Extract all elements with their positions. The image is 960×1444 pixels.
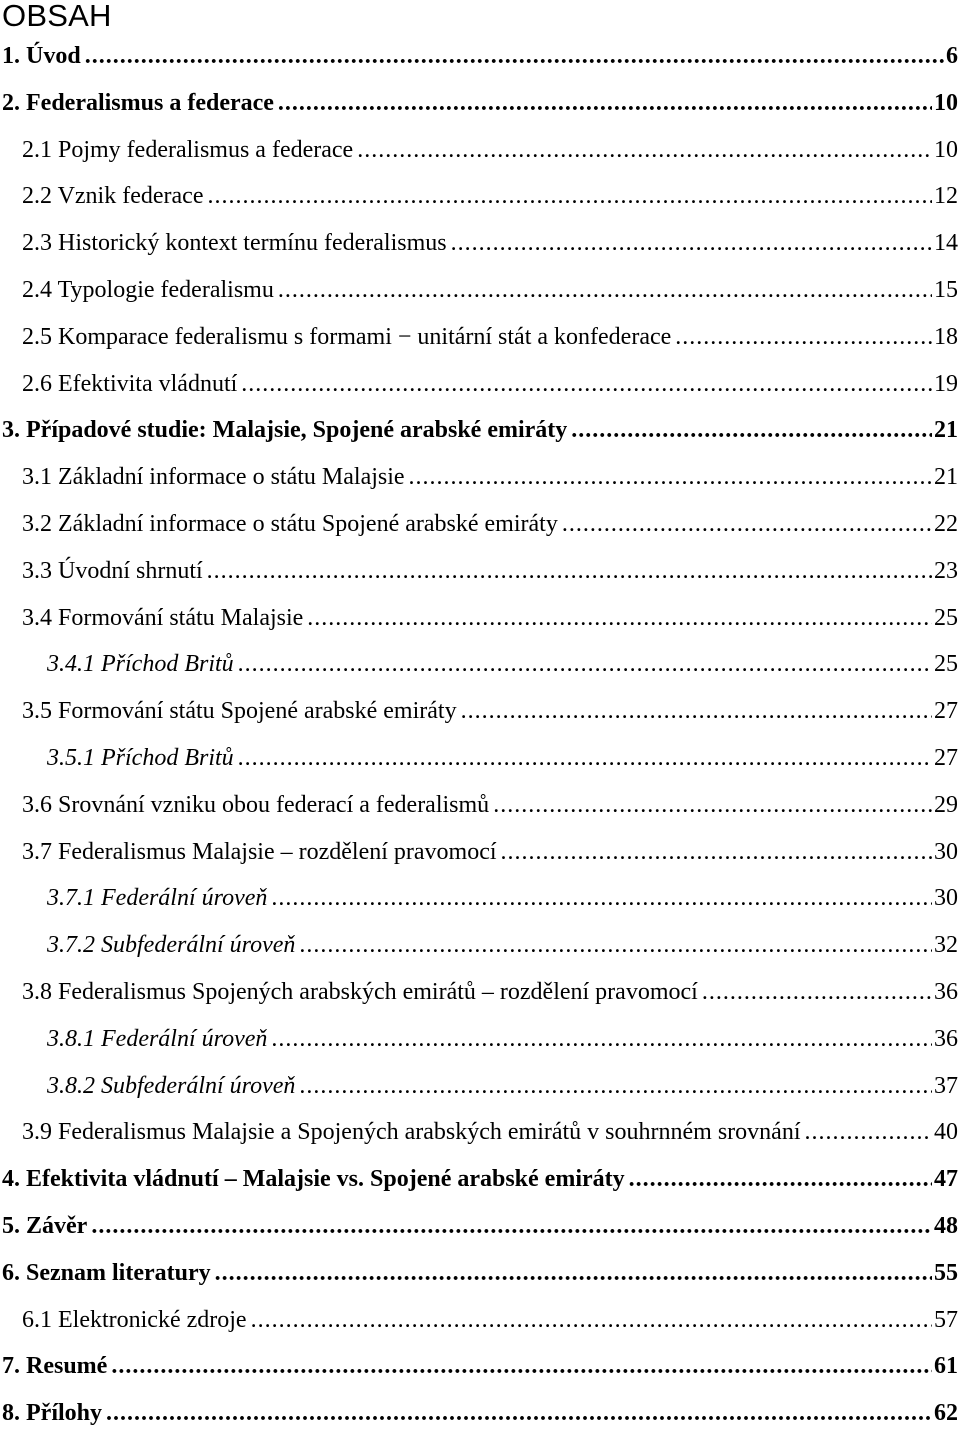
toc-entry-title: 2.2 Vznik federace <box>22 183 204 210</box>
toc-entry-page-number: 37 <box>934 1072 958 1099</box>
toc-entry-title: 2.1 Pojmy federalismus a federace <box>22 136 354 163</box>
toc-entry-title: 3.5 Formování státu Spojené arabské emiráty <box>22 698 457 725</box>
dot-leader <box>299 929 932 961</box>
toc-title: OBSAH <box>2 0 112 33</box>
dot-leader <box>571 414 932 446</box>
dot-leader <box>461 695 932 727</box>
dot-leader <box>562 508 932 540</box>
dot-leader <box>91 1210 932 1242</box>
toc-entry[interactable] <box>0 368 958 415</box>
toc-entry-title: 3.8.2 Subfederální úroveň <box>47 1072 296 1099</box>
toc-entry[interactable] <box>0 227 958 274</box>
toc-entry-title: 3.3 Úvodní shrnutí <box>22 557 203 584</box>
dot-leader <box>501 836 932 868</box>
dot-leader <box>85 40 944 72</box>
toc-entry[interactable] <box>0 1350 958 1397</box>
toc-entry-title: 2.5 Komparace federalismu s formami − unitární stát a konfederace <box>22 323 672 350</box>
toc-entry-title: 1. Úvod <box>2 43 81 69</box>
toc-entry-title: 3.4 Formování státu Malajsie <box>22 604 304 631</box>
toc-entry-title: 3.4.1 Příchod Britů <box>47 651 234 678</box>
toc-entry-page-number: 27 <box>934 744 958 771</box>
dot-leader <box>675 321 932 353</box>
toc-entry[interactable] <box>0 695 958 742</box>
toc-entry[interactable] <box>0 134 958 181</box>
toc-entry[interactable] <box>0 1304 958 1351</box>
toc-entry-page-number: 30 <box>934 885 958 912</box>
toc-entry-title: 3.7 Federalismus Malajsie – rozdělení pravomocí <box>22 838 497 865</box>
toc-entry-page-number: 19 <box>934 370 958 397</box>
dot-leader <box>215 1257 932 1289</box>
toc-entry-title: 3.8 Federalismus Spojených arabských emirátů – rozdělení pravomocí <box>22 978 698 1005</box>
toc-entry[interactable] <box>0 976 958 1023</box>
toc-entry-page-number: 15 <box>934 276 958 303</box>
toc-entry-title: 5. Závěr <box>2 1212 88 1239</box>
toc-entry-title: 2.3 Historický kontext termínu federalismus <box>22 230 447 257</box>
toc-entry-title: 3.5.1 Příchod Britů <box>47 744 234 771</box>
toc-entry-page-number: 61 <box>934 1353 958 1380</box>
toc-entry-title: 3.6 Srovnání vzniku obou federací a federalismů <box>22 791 490 818</box>
toc-entry[interactable] <box>0 1070 958 1117</box>
toc-entry[interactable] <box>0 1397 958 1444</box>
toc-entry-page-number: 21 <box>934 417 958 444</box>
toc-entry-title: 7. Resumé <box>2 1353 108 1380</box>
toc-entry-page-number: 25 <box>934 651 958 678</box>
toc-entry[interactable] <box>0 742 958 789</box>
toc-entry-page-number: 10 <box>934 136 958 163</box>
toc-entry-title: 3.7.2 Subfederální úroveň <box>47 932 296 959</box>
toc-entry[interactable] <box>0 836 958 883</box>
toc-entry[interactable] <box>0 648 958 695</box>
toc-entry-page-number: 21 <box>934 464 958 491</box>
toc-entry-page-number: 6 <box>946 43 958 69</box>
dot-leader <box>451 227 932 259</box>
toc-entry-page-number: 14 <box>934 230 958 257</box>
dot-leader <box>271 882 932 914</box>
toc-entry[interactable] <box>0 929 958 976</box>
toc-entry-page-number: 10 <box>934 89 958 116</box>
toc-entry-title: 8. Přílohy <box>2 1400 102 1427</box>
toc-entry[interactable] <box>0 40 958 87</box>
toc-entry-page-number: 57 <box>934 1306 958 1333</box>
toc-entry-title: 3.7.1 Federální úroveň <box>47 885 268 912</box>
toc-entry-title: 2. Federalismus a federace <box>2 89 274 116</box>
dot-leader <box>357 134 932 166</box>
toc-entry-title: 2.6 Efektivita vládnutí <box>22 370 238 397</box>
toc-entry[interactable] <box>0 87 958 134</box>
dot-leader <box>238 742 932 774</box>
dot-leader <box>238 648 932 680</box>
toc-entry[interactable] <box>0 274 958 321</box>
toc-entry[interactable] <box>0 1023 958 1070</box>
toc-entry-page-number: 32 <box>934 932 958 959</box>
toc-entry-page-number: 29 <box>934 791 958 818</box>
toc-entry[interactable] <box>0 1116 958 1163</box>
dot-leader <box>106 1397 932 1429</box>
toc-entry-page-number: 40 <box>934 1119 958 1146</box>
toc-entry-page-number: 48 <box>934 1212 958 1239</box>
toc-entry-page-number: 23 <box>934 557 958 584</box>
toc-entry-page-number: 55 <box>934 1259 958 1286</box>
toc-entry[interactable] <box>0 508 958 555</box>
toc-entry[interactable] <box>0 321 958 368</box>
dot-leader <box>278 274 932 306</box>
dot-leader <box>271 1023 932 1055</box>
dot-leader <box>307 602 932 634</box>
toc-entry-page-number: 62 <box>934 1400 958 1427</box>
toc-entry-title: 3. Případové studie: Malajsie, Spojené arabské emiráty <box>2 417 568 444</box>
dot-leader <box>493 789 932 821</box>
toc-entry-page-number: 25 <box>934 604 958 631</box>
toc-entry-title: 2.4 Typologie federalismu <box>22 276 274 303</box>
toc-entry-page-number: 18 <box>934 323 958 350</box>
dot-leader <box>207 180 932 212</box>
toc-entry[interactable] <box>0 789 958 836</box>
toc-entry[interactable] <box>0 180 958 227</box>
toc-entry[interactable] <box>0 602 958 649</box>
dot-leader <box>241 368 932 400</box>
toc-entry-title: 6.1 Elektronické zdroje <box>22 1306 247 1333</box>
dot-leader <box>805 1116 933 1148</box>
toc-entry-page-number: 36 <box>934 1025 958 1052</box>
toc-entry-page-number: 22 <box>934 510 958 537</box>
dot-leader <box>207 555 932 587</box>
toc-entry-title: 6. Seznam literatury <box>2 1259 211 1286</box>
toc-entry[interactable] <box>0 882 958 929</box>
toc-entry[interactable] <box>0 555 958 602</box>
toc-entry-page-number: 36 <box>934 978 958 1005</box>
toc-entry-title: 3.2 Základní informace o státu Spojené arabské emiráty <box>22 510 558 537</box>
toc-entry-title: 3.1 Základní informace o státu Malajsie <box>22 464 405 491</box>
dot-leader <box>409 461 932 493</box>
toc-entry[interactable] <box>0 1163 958 1210</box>
dot-leader <box>251 1304 932 1336</box>
dot-leader <box>629 1163 932 1195</box>
toc-entry-title: 4. Efektivita vládnutí – Malajsie vs. Spojené arabské emiráty <box>2 1166 625 1193</box>
toc-entry-title: 3.8.1 Federální úroveň <box>47 1025 268 1052</box>
toc-entry-page-number: 47 <box>934 1166 958 1193</box>
toc-entry-page-number: 30 <box>934 838 958 865</box>
dot-leader <box>111 1350 932 1382</box>
toc-entry[interactable] <box>0 414 958 461</box>
toc-entry-page-number: 12 <box>934 183 958 210</box>
toc-entry-page-number: 27 <box>934 698 958 725</box>
toc-entry[interactable] <box>0 1210 958 1257</box>
toc-entry-title: 3.9 Federalismus Malajsie a Spojených arabských emirátů v souhrnném srovnání <box>22 1119 801 1146</box>
toc-entry[interactable] <box>0 461 958 508</box>
toc-list <box>0 40 960 1444</box>
dot-leader <box>278 87 932 119</box>
dot-leader <box>299 1070 932 1102</box>
toc-entry[interactable] <box>0 1257 958 1304</box>
dot-leader <box>702 976 932 1008</box>
